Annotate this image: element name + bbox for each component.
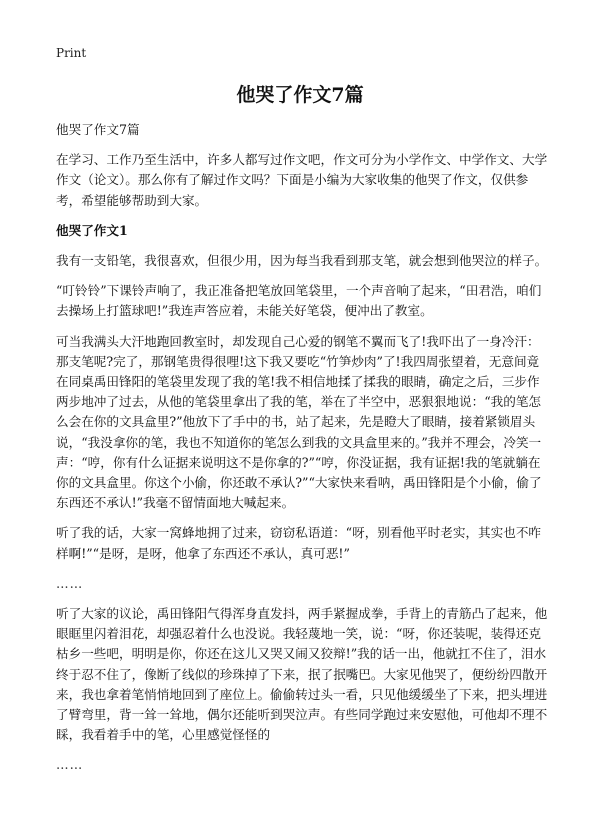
article-subtitle: 他哭了作文7篇 (56, 122, 140, 137)
paragraph: 我有一支铅笔，我很喜欢，但很少用，因为每当我看到那支笔，就会想到他哭泣的样子。 (56, 253, 548, 269)
article-body (56, 120, 550, 786)
page-title: 他哭了作文7篇 (236, 84, 364, 106)
ellipsis: …… (56, 757, 84, 773)
intro-paragraph: 在学习、工作乃至生活中，许多人都写过作文吧，作文可分为小学作文、中学作文、大学作文（论文）。那么你有了解过作文吗？下面是小编为大家收集的他哭了作文，仅供参考，希望能够帮助到大家。 (56, 152, 548, 208)
paragraph: 听了大家的议论，禹田锋阳气得浑身直发抖，两手紧握成拳，手背上的青筋凸了起来，他眼眶里闪着泪花，却强忍着什么也没说。我轻蔑地一笑，说：“呀，你还装呢，装得还克枯乡一些吧，明明是你，你还在这儿又哭又闹又狡辩!”我的话一出，他就扛不住了，泪水终于忍不住了，像断了线似的珍珠掉了下来，抿了抿嘴巴。大家见他哭了，便纷纷四散开来，我也拿着笔悄悄地回到了座位上。偷偷转过头一看，只见他缓缓坐了下来，把头埋进了臂弯里，背一耸一耸地，偶尔还能听到哭泣声。有些同学跑过来安慰他，可他却不理不睬，我看着手中的笔，心里感觉怪怪的 (56, 606, 548, 743)
ellipsis: …… (56, 575, 84, 591)
paragraph: “叮铃铃”下课铃声响了，我正准备把笔放回笔袋里，一个声音响了起来，“田君浩，咱们去操场上打篮球吧!”我连声答应着，未能关好笔袋，便冲出了教室。 (56, 283, 542, 319)
section-heading: 他哭了作文1 (56, 222, 128, 238)
print-link[interactable]: Print (56, 46, 87, 60)
paragraph: 听了我的话，大家一窝蜂地拥了过来，窃窃私语道：“呀，别看他平时老实，其实也不咋样啊!”“是呀，是呀，他拿了东西还不承认，真可恶!” (56, 525, 542, 561)
paragraph: 可当我满头大汗地跑回教室时，却发现自己心爱的钢笔不翼而飞了!我吓出了一身冷汗：那支笔呢?完了，那钢笔贵得很哩!这下我又要吃“竹笋炒肉”了!我四周张望着，无意间竟在同桌禹田锋阳的笔袋里发现了我的笔!我不相信地揉了揉我的眼睛，确定之后，三步作两步地冲了过去，从他的笔袋里拿出了我的笔，举在了半空中，恶狠狠地说：“我的笔怎么会在你的文具盒里?”他放下了手中的书，站了起来，先是瞪大了眼睛，接着紧锁眉头说，“我没拿你的笔，我也不知道你的笔怎么到我的文具盒里来的。”我并不理会，冷笑一声：“哼，你有什么证据来说明这不是你拿的?”“哼，你没证据，我有证据!我的笔就躺在你的文具盒里。你这个小偷，你还敢不承认?”“大家快来看呐，禹田锋阳是个小偷，偷了东西还不承认!”我毫不留情面地大喊起来。 (56, 333, 542, 511)
